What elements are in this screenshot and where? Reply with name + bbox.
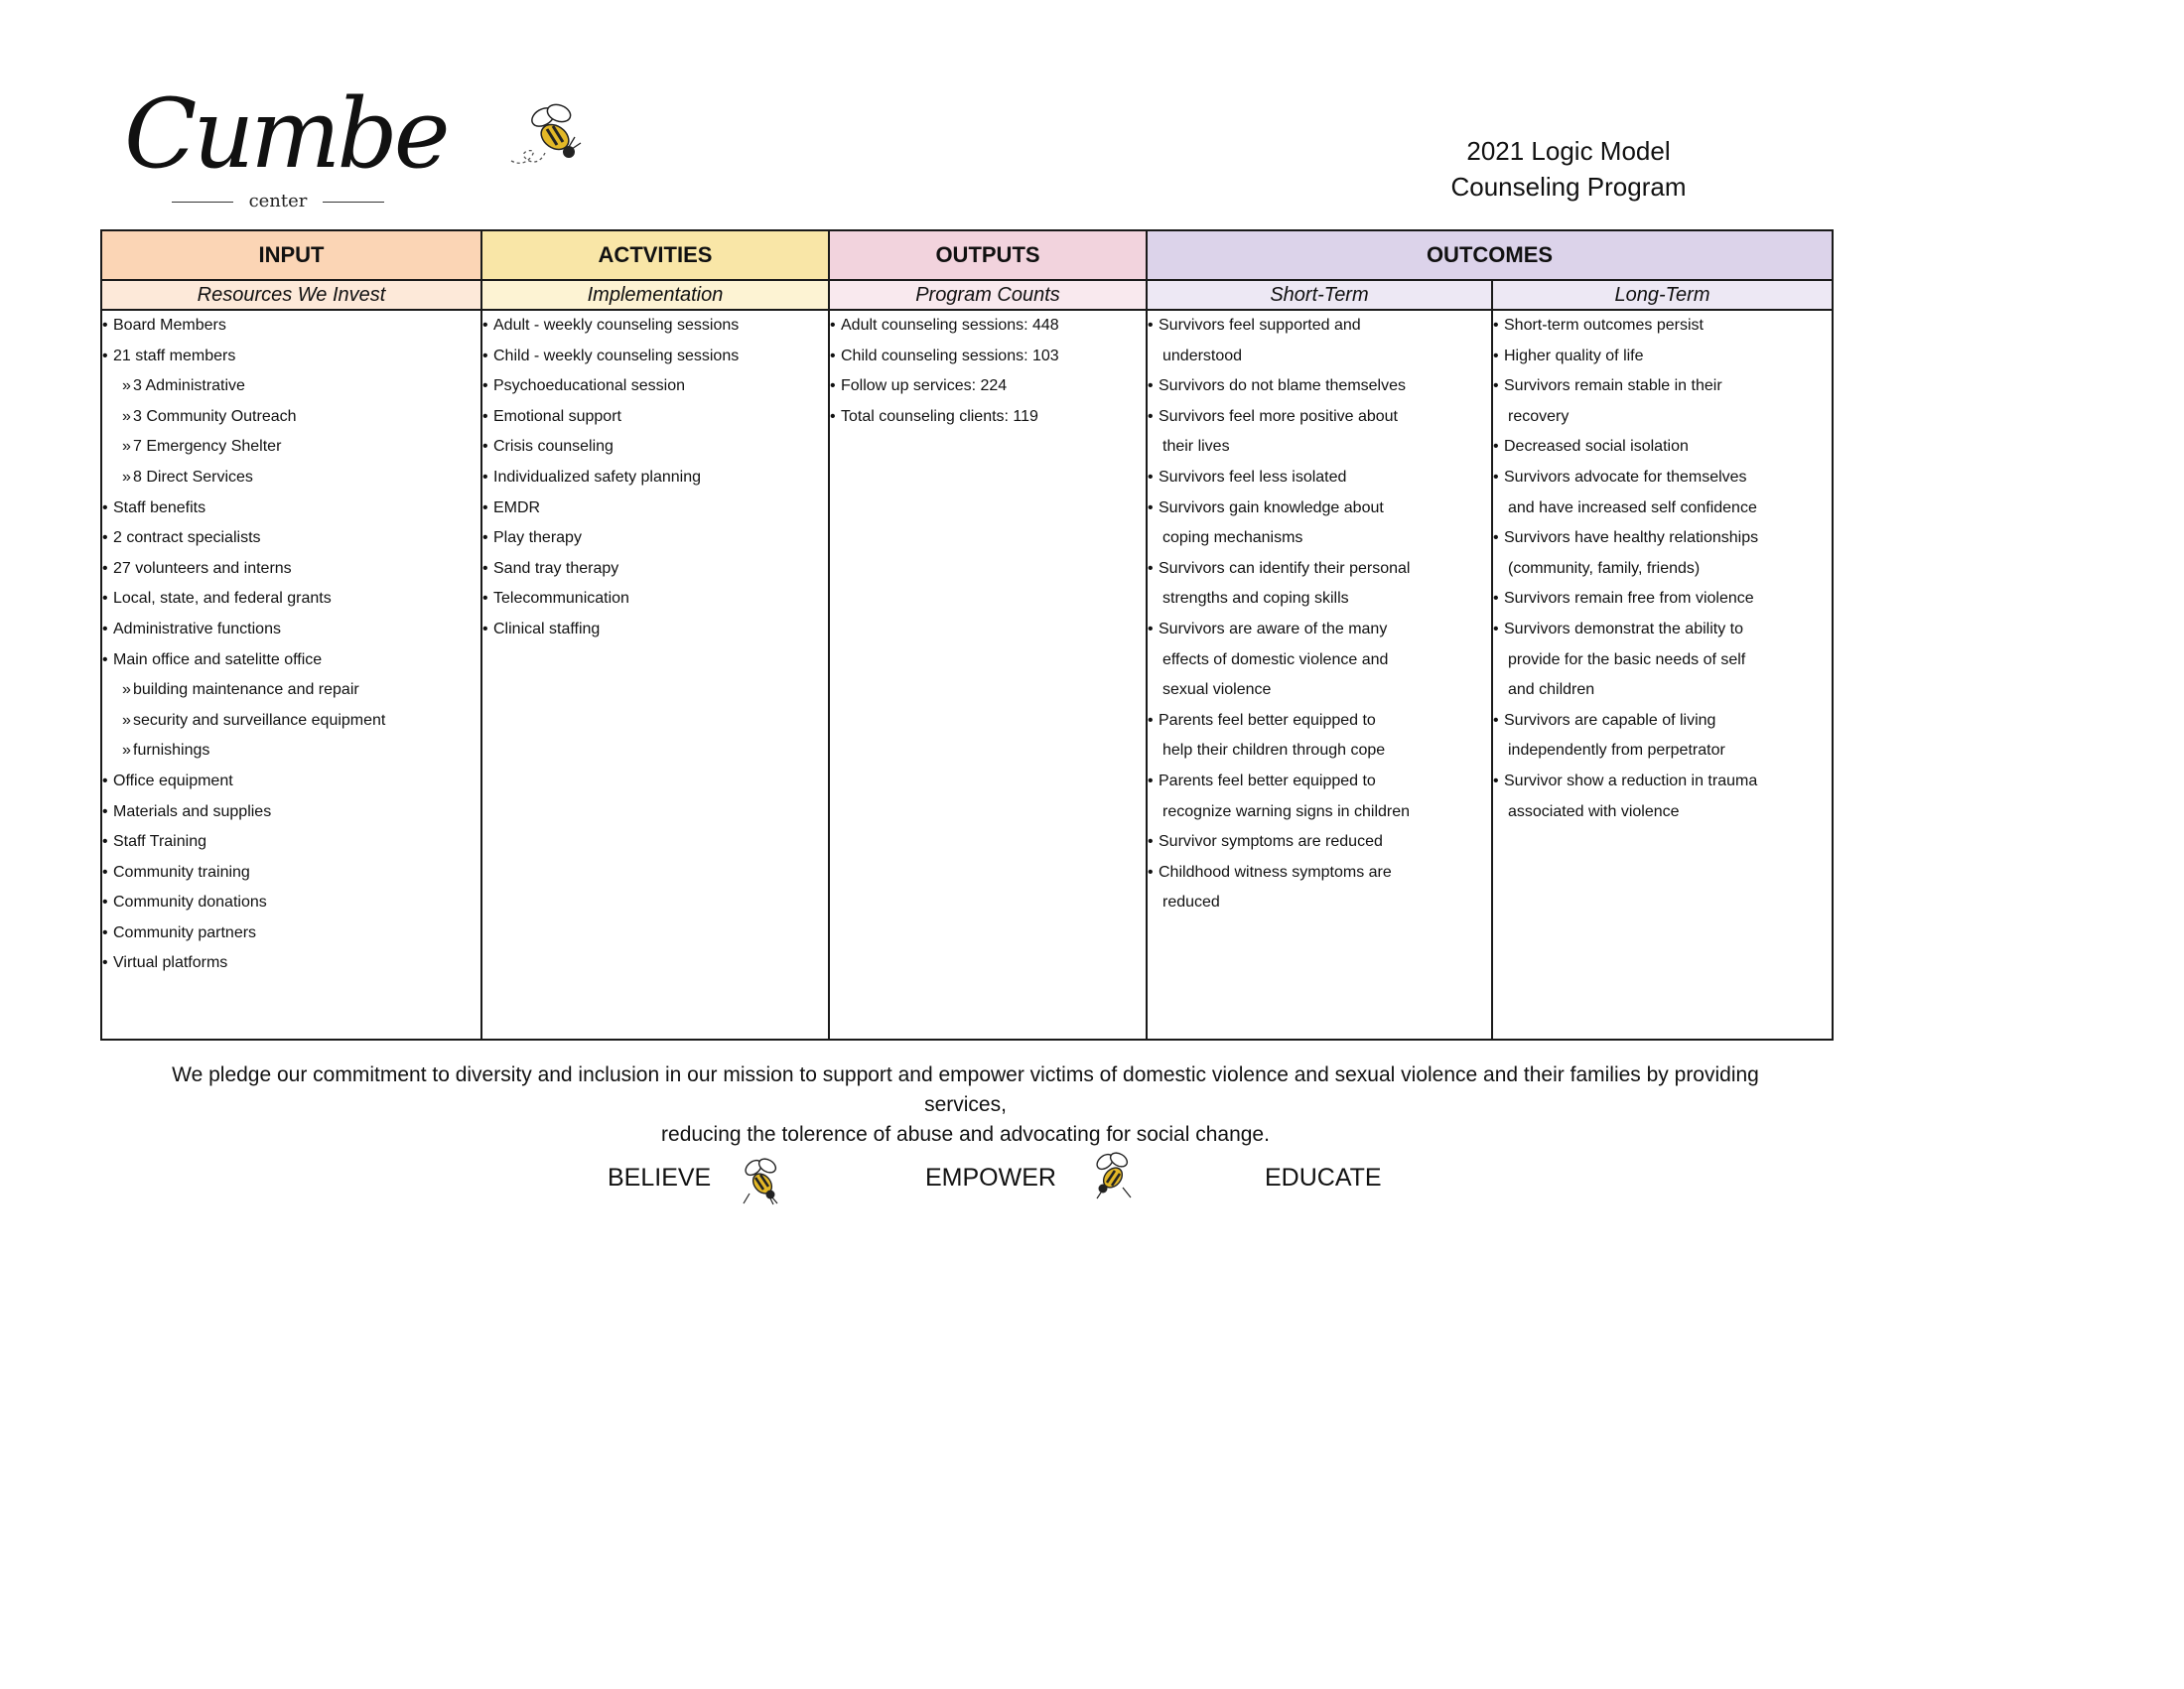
pillar-educate: EDUCATE: [1265, 1164, 1382, 1192]
list-item: • Survivors demonstrat the ability to: [1493, 615, 1832, 645]
activities-subheader: Implementation: [481, 280, 829, 310]
logo-wordmark: Cumbe: [124, 78, 447, 190]
list-sub-item: » 7 Emergency Shelter: [102, 432, 480, 463]
list-item: • Survivor show a reduction in trauma: [1493, 767, 1832, 797]
short-term-subheader: Short-Term: [1147, 280, 1492, 310]
list-item: • Materials and supplies: [102, 797, 480, 828]
list-item: • Survivors remain stable in their: [1493, 371, 1832, 402]
list-item: • Individualized safety planning: [482, 463, 828, 493]
list-item: • Community training: [102, 858, 480, 889]
list-sub-item: » furnishings: [102, 736, 480, 767]
list-item: • Sand tray therapy: [482, 554, 828, 585]
list-item: • 21 staff members: [102, 342, 480, 372]
list-item: • Survivors remain free from violence: [1493, 584, 1832, 615]
list-sub-item: » 3 Administrative: [102, 371, 480, 402]
pillar-believe: BELIEVE: [608, 1164, 712, 1192]
list-item: • Telecommunication: [482, 584, 828, 615]
input-list: [102, 311, 480, 979]
cumbe-center-logo: [124, 79, 481, 218]
outputs-header: OUTPUTS: [829, 230, 1147, 280]
list-item: • Adult counseling sessions: 448: [830, 311, 1146, 342]
list-item: • Follow up services: 224: [830, 371, 1146, 402]
bee-icon: [1089, 1148, 1139, 1199]
list-item-continuation: strengths and coping skills: [1162, 590, 1349, 608]
list-item: • Survivors are aware of the many: [1148, 615, 1491, 645]
list-item: • Adult - weekly counseling sessions: [482, 311, 828, 342]
outputs-column: [829, 310, 1147, 1040]
list-item: • Community partners: [102, 918, 480, 949]
list-item-continuation: and have increased self confidence: [1508, 498, 1757, 516]
list-item-continuation: effects of domestic violence and: [1162, 650, 1389, 668]
list-item-continuation: coping mechanisms: [1162, 529, 1303, 547]
list-sub-item: » 3 Community Outreach: [102, 402, 480, 433]
document-title: [1390, 133, 1747, 205]
list-item: • Survivor symptoms are reduced: [1148, 827, 1491, 858]
list-item: • 27 volunteers and interns: [102, 554, 480, 585]
title-program-line: Counseling Program: [1450, 172, 1687, 202]
list-item: • Childhood witness symptoms are: [1148, 858, 1491, 889]
list-item-continuation: (community, family, friends): [1508, 559, 1701, 577]
title-year-line: 2021 Logic Model: [1466, 136, 1671, 166]
list-item-continuation: recognize warning signs in children: [1162, 802, 1411, 820]
list-item: • 2 contract specialists: [102, 523, 480, 554]
list-item: • Local, state, and federal grants: [102, 584, 480, 615]
list-item: • Survivors advocate for themselves: [1493, 463, 1832, 493]
logo-subtitle: center: [184, 191, 372, 211]
list-item: • Total counseling clients: 119: [830, 402, 1146, 433]
list-item: • Survivors have healthy relationships: [1493, 523, 1832, 554]
logic-model-table: [100, 229, 1834, 1041]
pledge-statement: [139, 1060, 1792, 1150]
list-item-continuation: associated with violence: [1508, 802, 1680, 820]
list-item: • Survivors do not blame themselves: [1148, 371, 1491, 402]
input-header: INPUT: [101, 230, 481, 280]
list-item: • Staff Training: [102, 827, 480, 858]
list-item: • Survivors feel supported and: [1148, 311, 1491, 342]
list-item: • Psychoeducational session: [482, 371, 828, 402]
list-item: • Survivors are capable of living: [1493, 706, 1832, 737]
list-item: • Parents feel better equipped to: [1148, 706, 1491, 737]
input-subheader: Resources We Invest: [101, 280, 481, 310]
pledge-line-2: reducing the tolerence of abuse and advocating for social change.: [661, 1123, 1270, 1146]
list-item: • Staff benefits: [102, 493, 480, 524]
list-item: • EMDR: [482, 493, 828, 524]
list-item-continuation: understood: [1162, 347, 1243, 364]
list-sub-item: » building maintenance and repair: [102, 675, 480, 706]
activities-column: [481, 310, 829, 1040]
long-term-subheader: Long-Term: [1492, 280, 1833, 310]
list-item-continuation: sexual violence: [1162, 681, 1272, 699]
short-term-list: [1148, 311, 1491, 918]
list-item-continuation: provide for the basic needs of self: [1508, 650, 1746, 668]
list-item-continuation: help their children through cope: [1162, 742, 1386, 760]
list-item-continuation: their lives: [1162, 438, 1230, 456]
outcomes-header: OUTCOMES: [1147, 230, 1833, 280]
long-term-column: [1492, 310, 1833, 1040]
list-item-continuation: and children: [1508, 681, 1595, 699]
list-item: • Decreased social isolation: [1493, 432, 1832, 463]
short-term-column: [1147, 310, 1492, 1040]
list-item: • Administrative functions: [102, 615, 480, 645]
list-item-continuation: reduced: [1162, 894, 1220, 912]
list-item: • Office equipment: [102, 767, 480, 797]
bee-icon: [509, 99, 589, 169]
pledge-line-1: We pledge our commitment to diversity and inclusion in our mission to support and empower victims of domestic violence and sexual violence and their families by providing services,: [172, 1063, 1759, 1116]
list-item: • Emotional support: [482, 402, 828, 433]
list-item: • Higher quality of life: [1493, 342, 1832, 372]
list-item: • Play therapy: [482, 523, 828, 554]
list-item: • Survivors gain knowledge about: [1148, 493, 1491, 524]
activities-header: ACTVITIES: [481, 230, 829, 280]
list-item: • Survivors feel more positive about: [1148, 402, 1491, 433]
activities-list: [482, 311, 828, 645]
list-item: • Parents feel better equipped to: [1148, 767, 1491, 797]
list-item: • Survivors can identify their personal: [1148, 554, 1491, 585]
list-item: • Short-term outcomes persist: [1493, 311, 1832, 342]
list-item: • Board Members: [102, 311, 480, 342]
list-item: • Survivors feel less isolated: [1148, 463, 1491, 493]
list-item-continuation: recovery: [1508, 407, 1570, 425]
list-item: • Crisis counseling: [482, 432, 828, 463]
list-sub-item: » security and surveillance equipment: [102, 706, 480, 737]
list-item: • Child counseling sessions: 103: [830, 342, 1146, 372]
outputs-list: [830, 311, 1146, 432]
input-column: [101, 310, 481, 1040]
long-term-list: [1493, 311, 1832, 827]
list-item: • Main office and satelitte office: [102, 645, 480, 676]
pillar-empower: EMPOWER: [925, 1164, 1056, 1192]
list-item-continuation: independently from perpetrator: [1508, 742, 1725, 760]
outputs-subheader: Program Counts: [829, 280, 1147, 310]
list-sub-item: » 8 Direct Services: [102, 463, 480, 493]
bee-icon: [738, 1154, 787, 1205]
list-item: • Virtual platforms: [102, 948, 480, 979]
list-item: • Community donations: [102, 888, 480, 918]
list-item: • Child - weekly counseling sessions: [482, 342, 828, 372]
list-item: • Clinical staffing: [482, 615, 828, 645]
